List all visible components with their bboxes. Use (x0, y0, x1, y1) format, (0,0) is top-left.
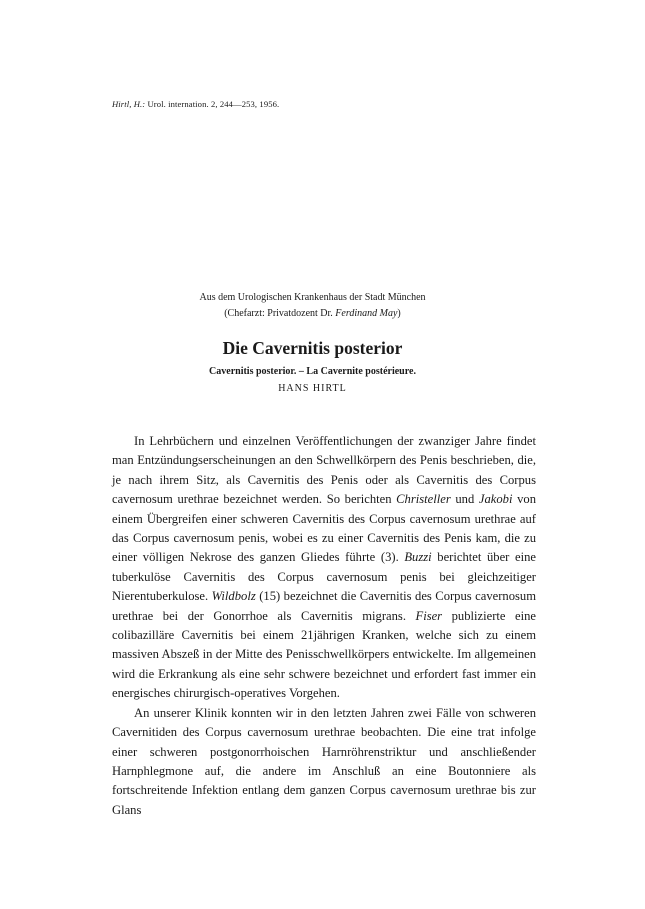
paper-author: HANS HIRTL (278, 383, 347, 394)
citation-author: Hirtl, H.: (112, 99, 146, 109)
paper-title: Die Cavernitis posterior (222, 338, 403, 358)
affiliation-chief-name: Ferdinand May (335, 308, 398, 319)
body-text (112, 432, 536, 820)
paper-subtitle: Cavernitis posterior. – La Cavernite postérieure. (209, 366, 416, 377)
p1-text-1: In Lehrbüchern und einzelnen Veröffentlichungen der zwanziger Jahre findet man Entzündungserscheinungen an den Schwellkörpern des Penis beschrieben, die, je nach ihrem Sitz, als Cavernitis des Penis oder als Cavernitis des Corpus cavernosum urethrae bezeichnet werden. So berichten (112, 434, 536, 507)
citation-source: Urol. internation. 2, 244—253, 1956. (145, 99, 280, 109)
paragraph-2: An unserer Klinik konnten wir in den letzten Jahren zwei Fälle von schweren Cavernitiden des Corpus cavernosum urethrae beobachten. Die eine trat infolge einer schweren postgonorrhoischen Harnröhrenstriktur und anschließender Harnphlegmone auf, die andere im Anschluß an eine Boutonniere als fortschreitende Infektion entlang dem ganzen Corpus cavernosum urethrae bis zur Glans (112, 705, 536, 817)
p1-name-jakobi: Jakobi (478, 492, 513, 507)
p1-text-3: von einem Übergreifen einer schweren Cavernitis des Corpus cavernosum urethrae auf das Corpus cavernosum penis, wobei es zu einer Cavernitis des Penis kam, die zu einer völligen Nekrose des ganzen Gliedes führte (3). (112, 492, 536, 565)
affiliation-suffix: ) (397, 308, 401, 319)
p1-text-5: (15) bezeichnet die Cavernitis des Corpus cavernosum urethrae bei der Gonorrhoe als Cavernitis migrans. (112, 589, 536, 623)
affiliation-line-2 (0, 308, 635, 319)
p1-name-wildbolz: Wildbolz (211, 589, 256, 604)
p1-text-4: berichtet über eine tuberkulöse Cavernitis des Corpus cavernosum penis bei gleichzeitiger Nierentuberkulose. (112, 550, 536, 604)
affiliation-prefix: (Chefarzt: Privatdozent Dr. (224, 308, 336, 319)
p1-text-2: und (450, 492, 479, 507)
p1-name-christeller: Christeller (396, 492, 451, 507)
paragraph-1 (112, 432, 536, 704)
p1-name-buzzi: Buzzi (404, 550, 432, 565)
citation-line (112, 99, 279, 109)
p1-name-fiser: Fiser (415, 608, 443, 623)
p1-text-6: publizierte eine colibazilläre Cavernitis bei einem 21jährigen Kranken, welche sich zu einem massiven Abszeß in der Mitte des Penisschwellkörpers entwickelte. Im allgemeinen wird die Erkrankung als eine sehr schwere bezeichnet und erfordert fast immer ein energisches chirurgisch-operatives Vorgehen. (112, 608, 536, 701)
affiliation-line-1: Aus dem Urologischen Krankenhaus der Stadt München (199, 292, 426, 303)
